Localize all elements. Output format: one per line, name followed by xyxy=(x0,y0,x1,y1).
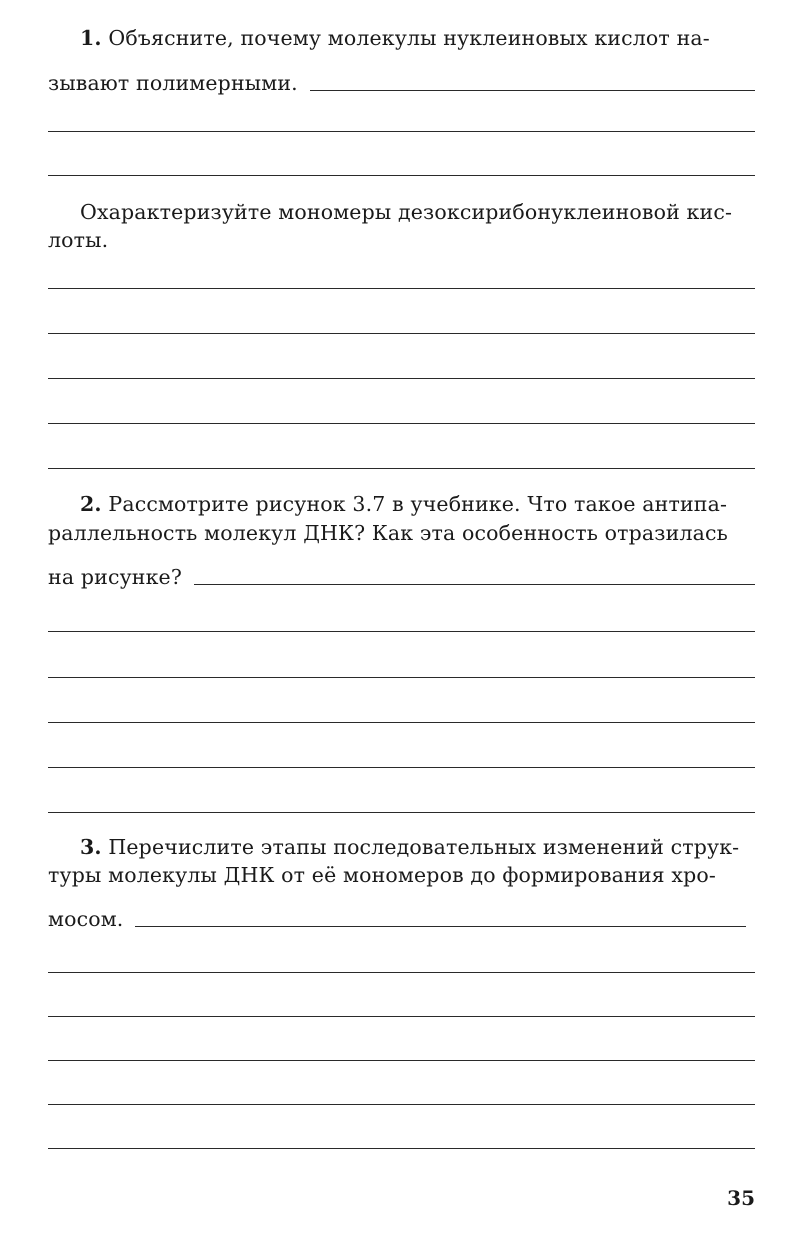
question-1-line-2 xyxy=(48,70,755,96)
question-3-line-3 xyxy=(48,906,746,932)
question-1-number: 1. xyxy=(80,26,102,50)
answer-line[interactable] xyxy=(48,175,755,176)
question-3-number: 3. xyxy=(80,835,102,859)
answer-line[interactable] xyxy=(48,972,755,973)
answer-field[interactable] xyxy=(310,90,755,91)
question-3-line-2 xyxy=(48,862,716,888)
answer-line[interactable] xyxy=(48,468,755,469)
question-2-number: 2. xyxy=(80,492,102,516)
question-3-text-cont: туры молекулы ДНК от её мономеров до формирования хро- xyxy=(48,863,716,887)
question-2-text: Рассмотрите рисунок 3.7 в учебнике. Что такое антипа- xyxy=(108,492,728,516)
answer-line[interactable] xyxy=(48,677,755,678)
answer-line[interactable] xyxy=(48,767,755,768)
question-2-line-2 xyxy=(48,520,728,546)
answer-line[interactable] xyxy=(48,1060,755,1061)
answer-line[interactable] xyxy=(48,631,755,632)
answer-line[interactable] xyxy=(48,333,755,334)
answer-line[interactable] xyxy=(48,131,755,132)
answer-line[interactable] xyxy=(48,812,755,813)
answer-line[interactable] xyxy=(48,1016,755,1017)
answer-line[interactable] xyxy=(48,288,755,289)
answer-line[interactable] xyxy=(48,722,755,723)
answer-line[interactable] xyxy=(48,378,755,379)
question-1-text: Объясните, почему молекулы нуклеиновых кислот на- xyxy=(108,26,710,50)
answer-line[interactable] xyxy=(48,423,755,424)
question-2-line-1 xyxy=(80,491,727,517)
answer-line[interactable] xyxy=(48,1148,755,1149)
question-2-text-end: на рисунке? xyxy=(48,565,182,589)
question-3-text-end: мосом. xyxy=(48,907,124,931)
subquestion-line-1 xyxy=(80,199,732,225)
subquestion-text: Охарактеризуйте мономеры дезоксирибонуклеиновой кис- xyxy=(80,200,733,224)
question-2-line-3 xyxy=(48,564,755,590)
question-2-text-cont: раллельность молекул ДНК? Как эта особенность отразилась xyxy=(48,521,728,545)
answer-line[interactable] xyxy=(48,1104,755,1105)
page-number: 35 xyxy=(727,1186,755,1210)
question-3-line-1 xyxy=(80,834,739,860)
question-3-text: Перечислите этапы последовательных изменений струк- xyxy=(108,835,740,859)
question-1-line-1 xyxy=(80,25,710,51)
subquestion-text-end: лоты. xyxy=(48,228,109,252)
answer-field[interactable] xyxy=(135,926,746,927)
answer-field[interactable] xyxy=(194,584,755,585)
subquestion-line-2 xyxy=(48,227,108,253)
question-1-text-end: зывают полимерными. xyxy=(48,71,298,95)
